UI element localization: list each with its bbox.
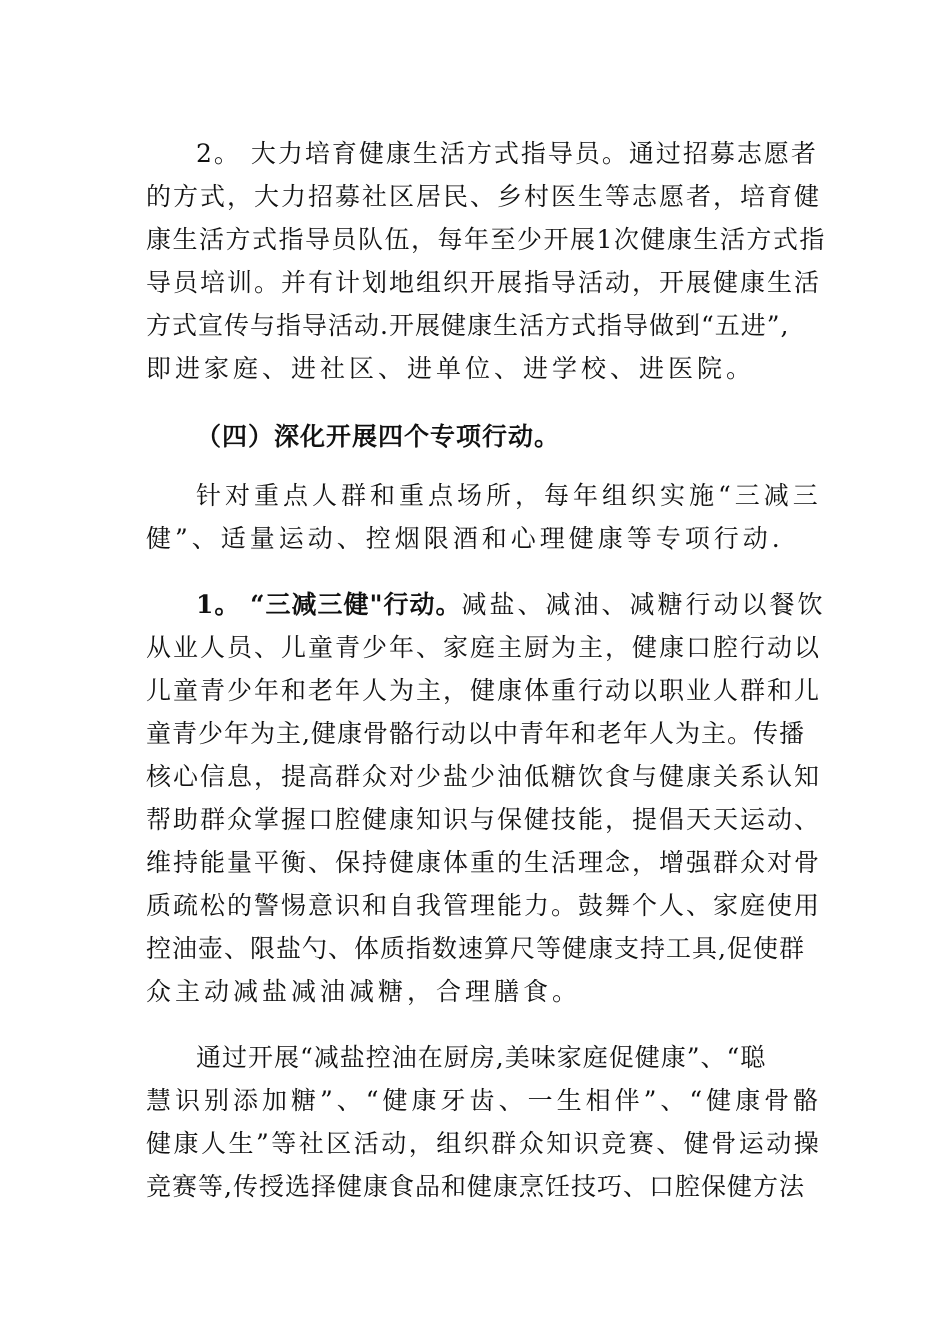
- paragraph-line: 通过开展“减盐控油在厨房,美味家庭促健康”、“聪: [196, 1043, 767, 1072]
- paragraph-line: 导员培训。并有计划地组织开展指导活动，开展健康生活: [146, 268, 822, 297]
- paragraph-line: 质疏松的警惕意识和自我管理能力。鼓舞个人、家庭使用: [146, 891, 822, 920]
- paragraph-line: 从业人员、儿童青少年、家庭主厨为主，健康口腔行动以: [146, 633, 822, 662]
- paragraph-line: [196, 588, 826, 622]
- paragraph-line: 即进家庭、进社区、进单位、进学校、进医院。: [146, 354, 756, 383]
- paragraph-line: 童青少年为主,健康骨骼行动以中青年和老年人为主。传播: [146, 719, 805, 748]
- paragraph-line: 帮助群众掌握口腔健康知识与保健技能，提倡天天运动、: [146, 805, 822, 834]
- paragraph-line: 健康人生”等社区活动，组织群众知识竞赛、健骨运动操: [146, 1129, 822, 1158]
- paragraph-line: 康生活方式指导员队伍，每年至少开展1次健康生活方式指: [146, 225, 826, 254]
- paragraph-line: 针对重点人群和重点场所，每年组织实施“三减三: [196, 481, 822, 510]
- paragraph-line: 控油壶、限盐勺、体质指数速算尺等健康支持工具,促使群: [146, 934, 805, 963]
- paragraph-line: 维持能量平衡、保持健康体重的生活理念，增强群众对骨: [146, 848, 822, 877]
- paragraph-line: 健”、适量运动、控烟限酒和心理健康等专项行动.: [146, 524, 784, 553]
- paragraph-line: 核心信息，提高群众对少盐少油低糖饮食与健康关系认知: [146, 762, 822, 791]
- paragraph-line: 慧识别添加糖”、“健康牙齿、一生相伴”、“健康骨骼: [146, 1086, 823, 1115]
- item-text: 减盐、减油、减糖行动以餐饮: [461, 590, 826, 619]
- paragraph-line: 众主动减盐减油减糖，合理膳食。: [146, 977, 582, 1006]
- paragraph-line: 的方式，大力招募社区居民、乡村医生等志愿者，培育健: [146, 182, 822, 211]
- paragraph-line: 儿童青少年和老年人为主，健康体重行动以职业人群和儿: [146, 676, 822, 705]
- paragraph-line: 竞赛等,传授选择健康食品和健康烹饪技巧、口腔保健方法: [146, 1172, 805, 1201]
- section-heading: （四）深化开展四个专项行动。: [196, 422, 561, 451]
- paragraph-line: 方式宣传与指导活动.开展健康生活方式指导做到“五进”,: [146, 311, 790, 340]
- paragraph-line: 2。 大力培育健康生活方式指导员。通过招募志愿者: [196, 139, 818, 168]
- item-title: 1。 “三减三健"行动。: [196, 590, 462, 619]
